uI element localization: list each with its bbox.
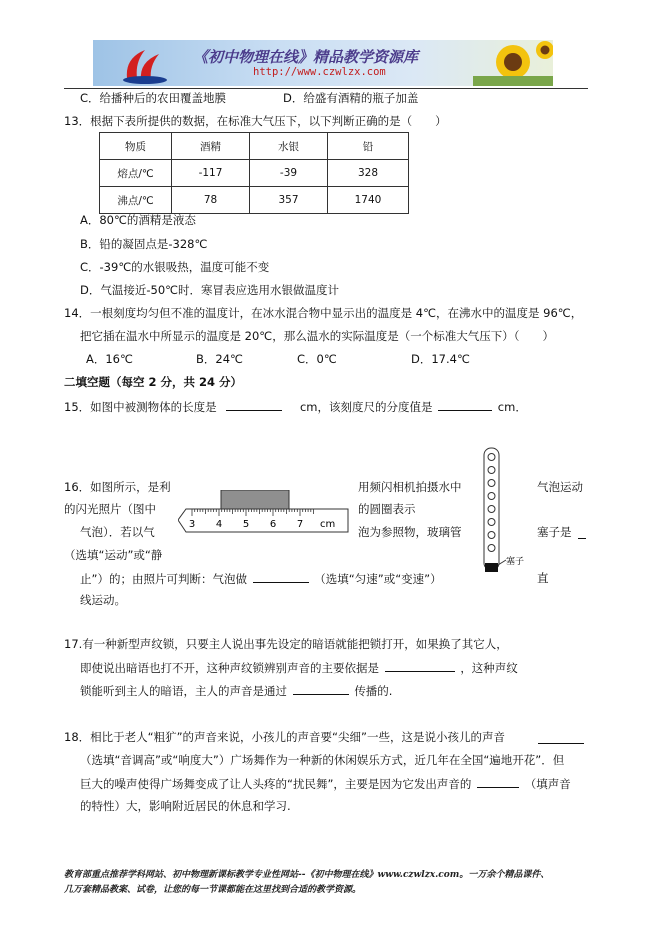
q18-answer-blank-1[interactable] [538,731,584,744]
banner-url[interactable]: http://www.czwlzx.com [253,66,386,78]
q13-option-b: B．铅的凝固点是-328℃ [80,237,208,251]
q17-line-2 [80,659,518,676]
q18-line-1: 18．相比于老人“粗犷”的声音来说，小孩儿的声音要“尖细”一些，这是说小孩儿的声音 [64,730,505,744]
q16-line-4: （选填“运动”或“静 [64,548,163,562]
q16-line-1b: 用频闪相机拍摄水中 [358,480,462,494]
bubble [488,480,495,487]
q16-answer-blank-2[interactable] [253,570,309,583]
q14-option-a: A．16℃ [86,352,133,366]
q16-line-2a: 的闪光照片（图中 [64,502,156,516]
q16-line-5 [80,570,442,587]
table-header-cell: 水银 [250,133,328,160]
q17-text-3b: 传播的. [354,684,393,698]
q17-text-3a: 锁能听到主人的暗语，主人的声音是通过 [80,684,287,698]
q17-line-3 [80,682,392,699]
q14-line-1: 14．一根刻度均匀但不准的温度计，在冰水混合物中显示出的温度是 4℃，在沸水中的温度是 96℃， [64,306,583,320]
q15-answer-blank-2[interactable] [438,398,492,411]
footer-line-1: 教育部重点推荐学科网站、初中物理新课标教学专业性网站--《初中物理在线》www.czwlzx.com。一万余个精品课件、 [64,870,550,880]
q15-text-c: cm． [497,400,527,414]
header-divider [64,88,588,89]
q13-data-table [99,132,409,214]
section-heading: 二填空题（每空 2 分，共 24 分） [64,375,243,389]
stopper-label: 塞子 [506,557,525,567]
q17-text-2b: ，这种声纹 [460,661,518,675]
table-cell: 357 [250,187,328,214]
bubble [488,519,495,526]
q16-line-3c: 塞子是 [537,525,572,539]
table-cell: 328 [328,160,409,187]
q16-line-3a: 气泡）．若以气 [80,525,155,539]
q16-line-6: 线运动。 [80,593,126,607]
table-row [100,160,409,187]
ruler-unit: cm [320,519,336,530]
ruler-number: 7 [296,519,304,530]
q16-line-3b: 泡为参照物，玻璃管 [358,525,462,539]
table-cell: -39 [250,160,328,187]
ruler-number: 5 [242,519,250,530]
q12-option-c: C．给播种后的农田覆盖地膜 [80,91,227,105]
q16-answer-blank-1[interactable] [578,526,586,539]
q14-option-c: C．0℃ [297,352,337,366]
q15-answer-blank-1[interactable] [226,398,282,411]
q16-line-5c: 直 [537,571,549,585]
table-cell: -117 [172,160,250,187]
site-logo [115,40,175,86]
bubble [488,506,495,513]
q16-line-1c: 气泡运动 [537,480,583,494]
table-cell: 78 [172,187,250,214]
table-header-cell: 酒精 [172,133,250,160]
q18-text-3b: （填声音 [524,777,571,791]
q13-stem: 13．根据下表所提供的数据，在标准大气压下，以下判断正确的是（ ） [64,114,447,128]
ruler-number: 3 [188,519,196,530]
q18-line-3 [80,775,571,792]
q13-option-a: A．80℃的酒精是液态 [80,213,196,227]
ruler-number: 4 [215,519,223,530]
q16-text-5b: （选填“匀速”或“变速”） [314,572,442,586]
bubble [488,454,495,461]
q12-option-d: D．给盛有酒精的瓶子加盖 [283,91,419,105]
q15-text-a: 15．如图中被测物体的长度是 [64,400,217,414]
q15-text-b: cm，该刻度尺的分度值是 [299,400,433,414]
q14-option-d: D．17.4℃ [411,352,470,366]
q14-option-b: B．24℃ [196,352,243,366]
bubble [488,532,495,539]
q17-line-1: 17.有一种新型声纹锁，只要主人说出事先设定的暗语就能把锁打开，如果换了其它人， [64,637,508,651]
q18-line-2: （选填“音调高”或“响度大”）广场舞作为一种新的休闲娱乐方式，近几年在全国“遍地开花”．但 [80,753,565,767]
table-cell: 熔点/℃ [100,160,172,187]
q17-answer-blank-1[interactable] [385,659,455,672]
bubble [488,467,495,474]
q13-option-d: D．气温接近-50℃时．寒冒表应选用水银做温度计 [80,283,340,297]
table-row [100,187,409,214]
q17-answer-blank-2[interactable] [293,682,349,695]
q17-text-2a: 即使说出暗语也打不开，这种声纹锁辨别声音的主要依据是 [80,661,379,675]
q18-line-4: 的特性）大，影响附近居民的休息和学习. [80,799,291,813]
header-banner [93,40,553,86]
stopper [485,563,498,572]
q16-text-5a: 止”）的；由照片可判断：气泡做 [80,572,247,586]
banner-title: 《初中物理在线》精品教学资源库 [193,48,419,66]
q15-line [64,398,527,415]
table-cell: 1740 [328,187,409,214]
table-header-cell: 铅 [328,133,409,160]
bubble [488,493,495,500]
q16-line-2b: 的圆圈表示 [358,502,416,516]
ruler-number: 6 [269,519,277,530]
ruler-figure [178,490,350,534]
table-header-row [100,133,409,160]
table-cell: 沸点/℃ [100,187,172,214]
q18-text-3a: 巨大的噪声使得广场舞变成了让人头疼的“扰民舞”，主要是因为它发出声音的 [80,777,472,791]
q16-line-1a: 16．如图所示，是利 [64,480,171,494]
q13-option-c: C．-39℃的水银吸热，温度可能不变 [80,260,270,274]
page-footer [64,868,604,898]
q14-line-2: 把它插在温水中所显示的温度是 20℃，那么温水的实际温度是（一个标准大气压下）（ ） [80,329,554,343]
measured-object [221,490,289,509]
table-header-cell: 物质 [100,133,172,160]
bubble-tube-figure [476,446,536,578]
q18-answer-blank-2[interactable] [477,775,519,788]
sunflower-image [473,40,553,86]
bubble [488,545,495,552]
footer-line-2: 几万套精品教案、试卷，让您的每一节课都能在这里找到合适的教学资源。 [64,885,362,895]
